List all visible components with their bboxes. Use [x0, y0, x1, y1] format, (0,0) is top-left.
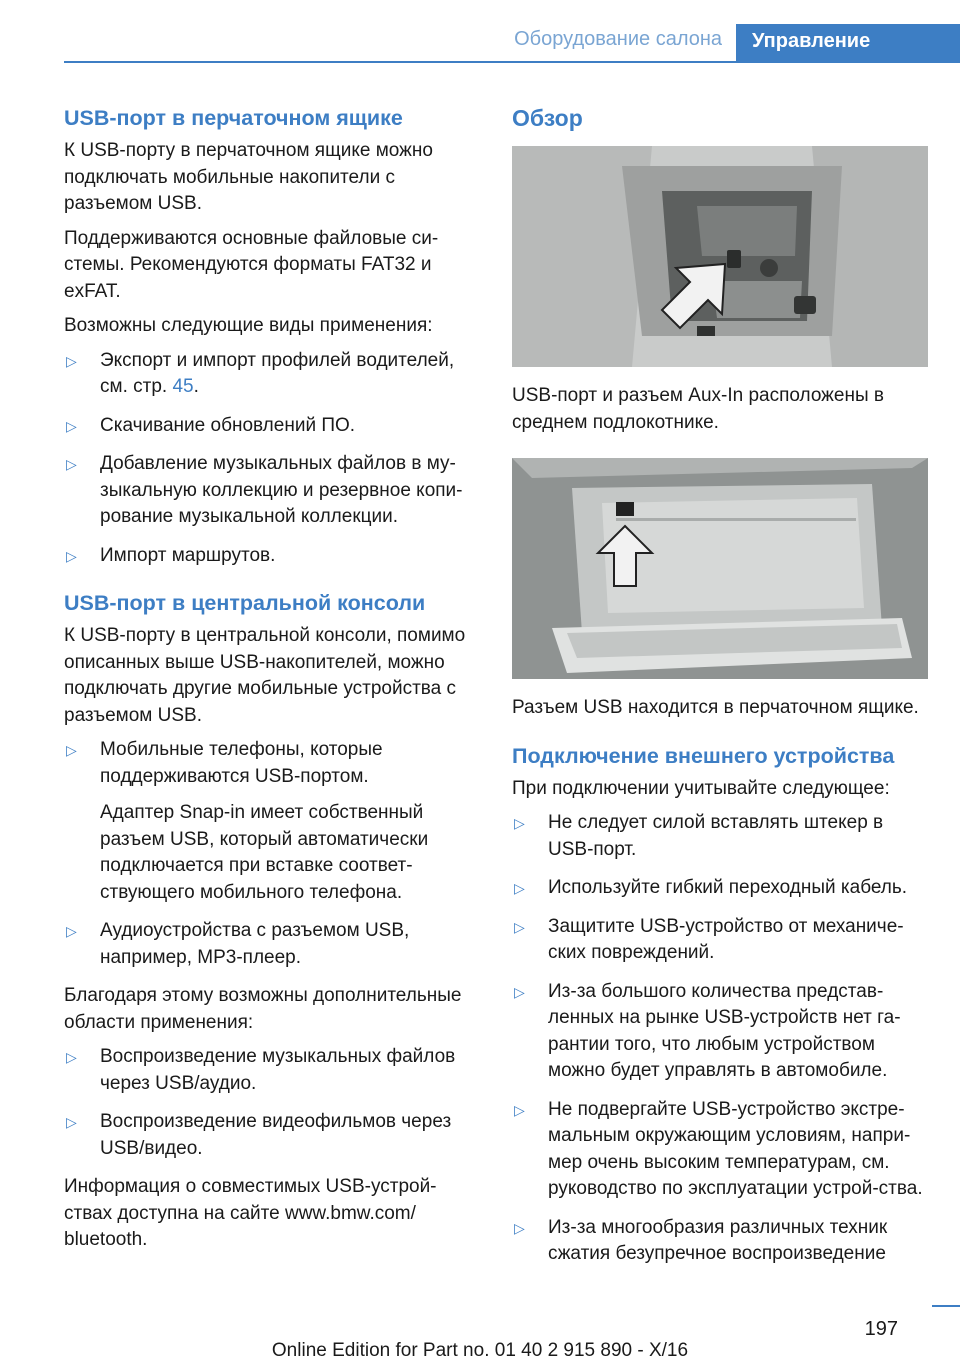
heading-overview: Обзор	[512, 105, 583, 131]
list-item-note: Адаптер Snap-in имеет собственный разъем USB, который автоматически подключается при вставке соответ-ствующего мобильного телефона.	[100, 802, 429, 903]
paragraph: К USB-порту в перчаточном ящике можно подключать мобильные накопители с разъемом USB.	[64, 140, 433, 214]
list-item: ▷ Аудиоустройства с разъемом USB, например, MP3-плеер.	[64, 918, 482, 971]
connection-notes-list	[512, 810, 930, 1268]
list-item: ▷ Скачивание обновлений ПО.	[64, 413, 482, 440]
footer-rule	[932, 1305, 960, 1307]
list-item: ▷ Из-за многообразия различных техник сжатия безупречное воспроизведение	[512, 1215, 930, 1268]
list-item: ▷ Добавление музыкальных файлов в му-зыкальную коллекцию и резервное копи-рование музыкальной коллекции.	[64, 451, 482, 531]
page-number: 197	[864, 1318, 898, 1340]
caption-armrest: USB-порт и разъем Aux-In расположены в среднем подлокотнике.	[512, 385, 884, 433]
left-column	[64, 104, 482, 1262]
list-item: ▷ Из-за большого количества представ-ленных на рынке USB-устройств нет га-рантии того, что любым устройством можно будет управлять в автомобиле.	[512, 979, 930, 1085]
armrest-illustration	[512, 146, 928, 367]
header-chapter-tab: Управление	[736, 24, 960, 62]
armrest-photo	[512, 146, 928, 367]
paragraph: Возможны следующие виды применения:	[64, 315, 433, 336]
glovebox-photo	[512, 458, 928, 679]
usage-list	[64, 348, 482, 570]
header-rule	[64, 61, 960, 63]
list-item: ▷ Защитите USB-устройство от механиче-ских повреждений.	[512, 914, 930, 967]
glovebox-illustration	[512, 458, 928, 679]
list-item: ▷ Не следует силой вставлять штекер в USB-порт.	[512, 810, 930, 863]
list-item: ▷ Используйте гибкий переходный кабель.	[512, 875, 930, 902]
list-item: ▷ Импорт маршрутов.	[64, 543, 482, 570]
paragraph: При подключении учитывайте следующее:	[512, 777, 890, 799]
list-item: ▷ Мобильные телефоны, которые поддерживаются USB-портом. Адаптер Snap-in имеет собственный разъем USB, который автоматически подключается при вставке соответ-ствующего мобильного телефона.	[64, 737, 482, 906]
paragraph: К USB-порту в центральной консоли, помимо описанных выше USB-накопителей, можно подключать другие мобильные устройства с разъемом USB.	[64, 625, 466, 726]
header-section-title: Оборудование салона	[514, 28, 722, 50]
list-item: ▷ Воспроизведение музыкальных файлов через USB/аудио.	[64, 1044, 482, 1097]
usb-port-icon	[616, 502, 634, 516]
paragraph: Благодаря этому возможны дополнительные области применения:	[64, 985, 462, 1033]
aux-in-icon	[760, 259, 778, 277]
paragraph: Поддерживаются основные файловые си-стемы. Рекомендуются форматы FAT32 и exFAT.	[64, 227, 439, 302]
heading-usb-glovebox: USB-порт в перчаточном ящике	[64, 106, 403, 130]
device-list	[64, 737, 482, 971]
paragraph: Информация о совместимых USB-устрой-ствах доступна на сайте www.bmw.com/ bluetooth.	[64, 1176, 437, 1250]
page-link[interactable]: 45	[172, 376, 194, 397]
heading-connect-device: Подключение внешнего устройства	[512, 743, 895, 768]
footer-edition: Online Edition for Part no. 01 40 2 915 890 - X/16	[271, 1340, 689, 1361]
list-item: ▷ Экспорт и импорт профилей водителей, см. стр. 45.	[64, 348, 482, 401]
page-header	[0, 0, 960, 62]
playback-list	[64, 1044, 482, 1162]
list-item: ▷ Не подвергайте USB-устройство экстре-мальным окружающим условиям, напри-мер очень высоким температурам, см. руководство по эксплуатации устрой-ства.	[512, 1097, 930, 1203]
usb-port-icon	[727, 250, 741, 268]
list-item: ▷ Воспроизведение видеофильмов через USB/видео.	[64, 1109, 482, 1162]
heading-usb-console: USB-порт в центральной консоли	[64, 591, 426, 615]
right-column	[512, 104, 930, 1280]
caption-glovebox: Разъем USB находится в перчаточном ящике.	[512, 697, 919, 718]
